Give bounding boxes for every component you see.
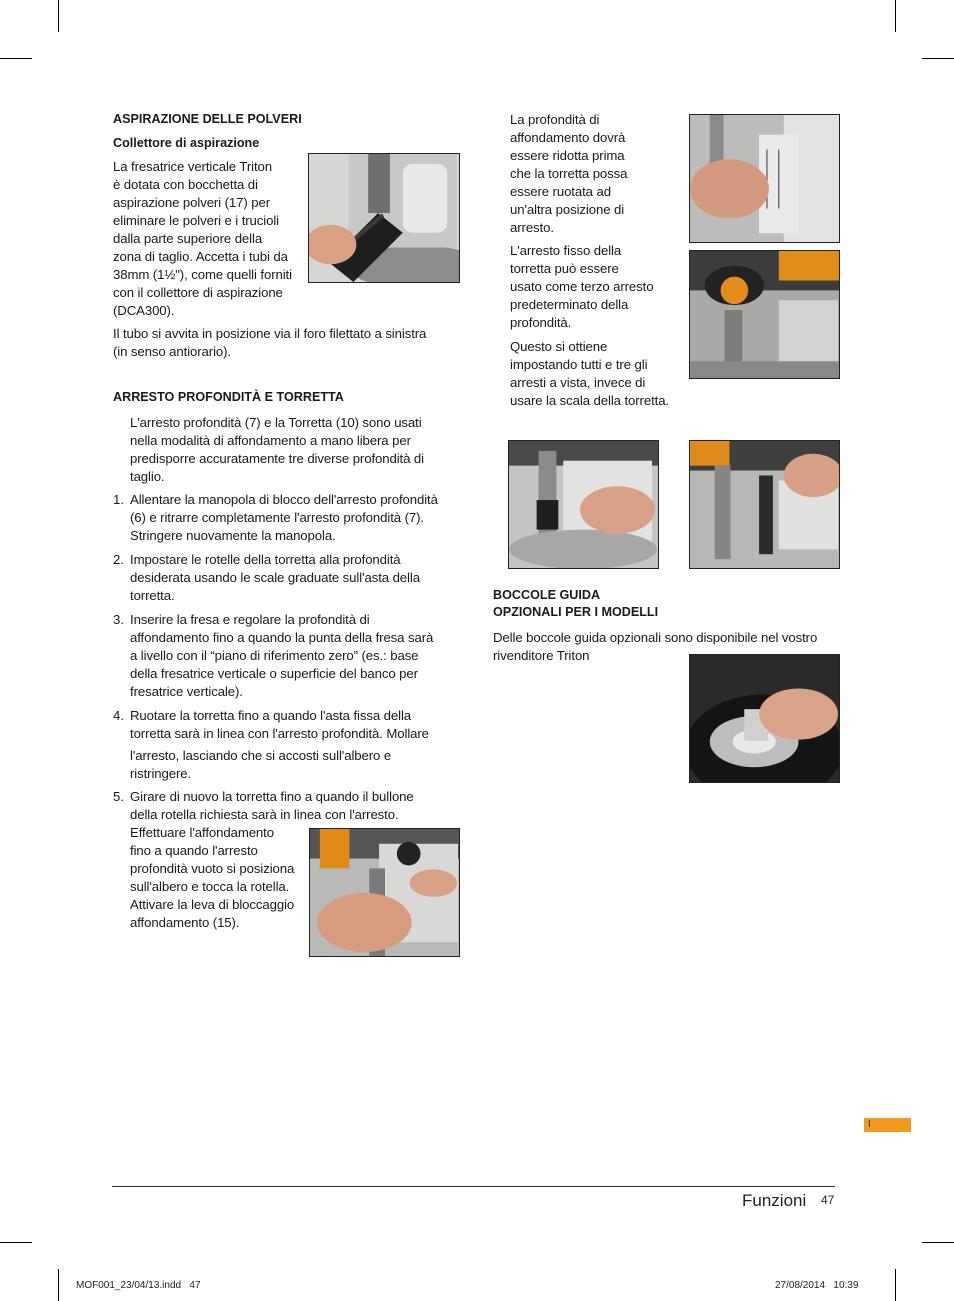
- page-number: 47: [821, 1193, 835, 1207]
- crop-mark: [922, 1242, 954, 1243]
- list-item: 2. Impostare le rotelle della torretta alla profondità desiderata usando le scale graduate sull'asta della torretta.: [113, 552, 420, 603]
- paragraph-reduce-depth: La profondità di affondamento dovrà essere ridotta prima che la torretta possa essere ruotata ad un'altra posizione di arresto.: [510, 112, 628, 235]
- step4-continued: l'arresto, lasciando che si accosti sull'albero e ristringere.: [130, 748, 392, 781]
- crop-mark: [58, 0, 59, 32]
- step5: 5. Girare di nuovo la torretta fino a quando il bullone della rotella richiesta sarà in linea con l'arresto.: [113, 789, 414, 822]
- crop-mark: [922, 58, 954, 59]
- paragraph-three-stops: Questo si ottiene impostando tutti e tre gli arresti a vista, invece di usare la scala della torretta.: [510, 339, 669, 408]
- section-heading-depth-stop: ARRESTO PROFONDITÀ E TORRETTA: [113, 390, 344, 404]
- photo-guide-bush: [689, 654, 840, 783]
- crop-mark: [895, 0, 896, 32]
- photo-dust-hose: [308, 153, 460, 283]
- photo-plunge-release: [309, 828, 460, 957]
- guide-bushes-body: Delle boccole guida opzionali sono disponibile nel vostro rivenditore Triton: [493, 630, 818, 663]
- step5-continued: Effettuare l'affondamento fino a quando l'arresto profondità vuoto si posiziona sull'albero e tocca la rotella. Attivare la leva di bloccaggio affondamento (15).: [130, 825, 295, 930]
- slug-file: MOF001_23/04/13.indd 47: [76, 1280, 201, 1291]
- tube-note: Il tubo si avvita in posizione via il foro filettato a sinistra (in senso antiorario).: [113, 326, 427, 359]
- crop-mark: [0, 58, 32, 59]
- footer-rule: [112, 1186, 835, 1187]
- list-item: 3. Inserire la fresa e regolare la profondità di affondamento fino a quando la punta della fresa sarà a livello con il “piano di riferimento zero” (es.: base della fresatrice verticale o superficie del banco per fresatrice verticale).: [113, 612, 434, 699]
- slug-date: 27/08/2014 10:39: [775, 1280, 859, 1291]
- section-heading-dust: ASPIRAZIONE DELLE POLVERI: [113, 112, 302, 126]
- dust-intro: La fresatrice verticale Triton è dotata con bocchetta di aspirazione polveri (17) per eliminare le polveri e i trucioli dalla parte superiore della zona di taglio. Accetta i tubi da 38mm (1½"), come quelli forniti con il collettore di aspirazione (DCA300).: [113, 159, 292, 318]
- photo-depth-knob: [689, 250, 840, 379]
- language-tab: I: [864, 1118, 911, 1132]
- crop-mark: [895, 1269, 896, 1301]
- crop-mark: [0, 1242, 32, 1243]
- list-item: 4. Ruotare la torretta fino a quando l'asta fissa della torretta sarà in linea con l'arresto profondità. Mollare: [113, 708, 429, 741]
- steps-list: [113, 491, 463, 749]
- photo-turret-scale: [689, 114, 840, 243]
- photo-stop-right: [689, 440, 840, 569]
- depth-stop-intro: L'arresto profondità (7) e la Torretta (10) sono usati nella modalità di affondamento a mano libera per predisporre accuratamente tre diverse profondità di taglio.: [130, 415, 424, 484]
- photo-stop-left: [508, 440, 659, 569]
- footer-section-title: Funzioni: [742, 1191, 807, 1210]
- section-heading-guide-bushes: BOCCOLE GUIDA OPZIONALI PER I MODELLI: [493, 588, 659, 619]
- paragraph-fixed-stop: L'arresto fisso della torretta può essere usato come terzo arresto predeterminato della profondità.: [510, 243, 654, 330]
- sub-heading-collector: Collettore di aspirazione: [113, 136, 260, 150]
- crop-mark: [58, 1269, 59, 1301]
- list-item: 1. Allentare la manopola di blocco dell'arresto profondità (6) e ritrarre completamente l'arresto profondità (7). Stringere nuovamente la manopola.: [113, 492, 438, 543]
